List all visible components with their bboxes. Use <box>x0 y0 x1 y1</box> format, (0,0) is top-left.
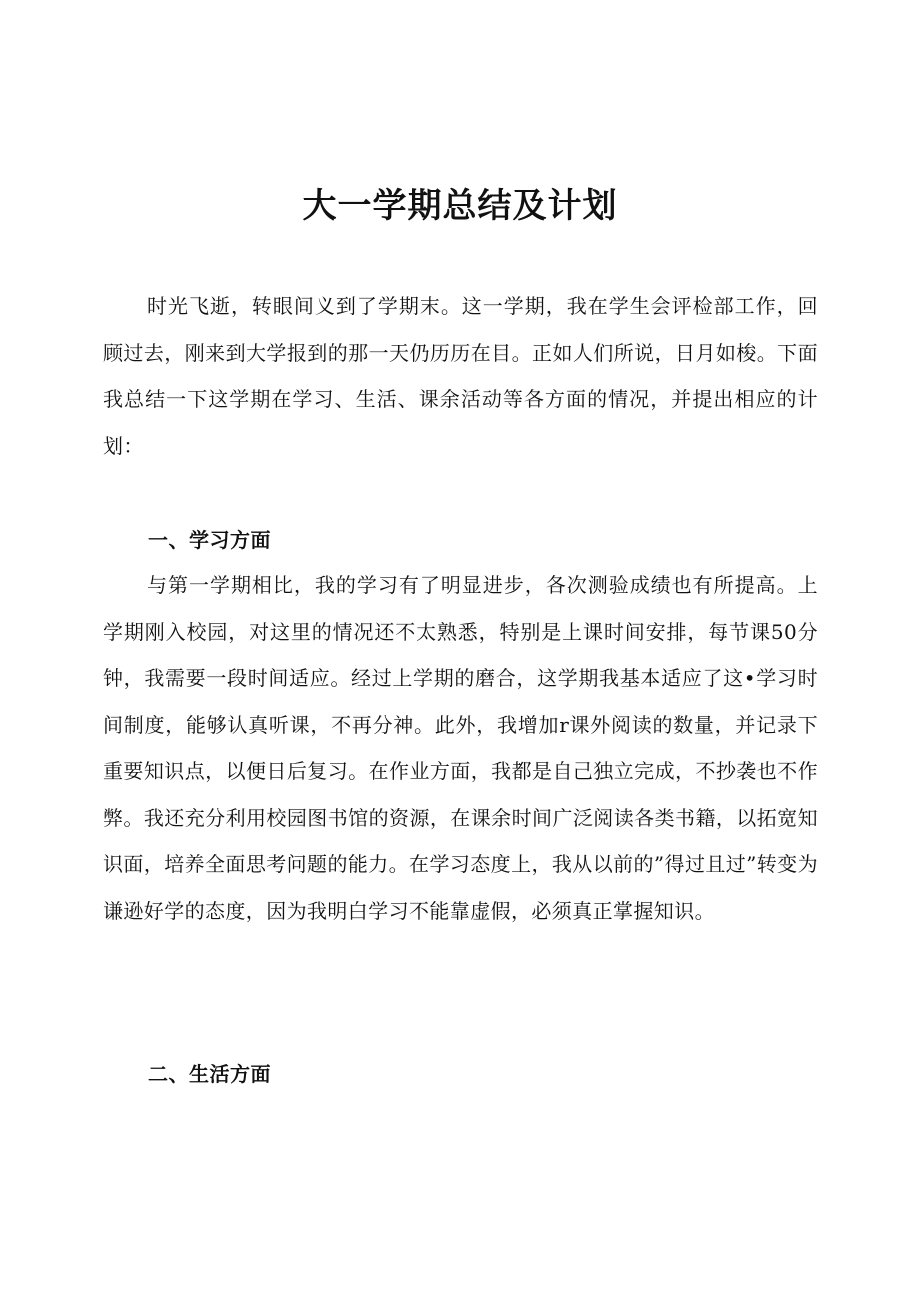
section-heading-study: 一、学习方面 <box>148 528 271 552</box>
intro-paragraph: 时光飞逝，转眼间义到了学期末。这一学期，我在学生会评检部工作，回顾过去，刚来到大学报到的那一天仍历历在目。正如人们所说，日月如梭。下面我总结一下这学期在学习、生活、课余活动等各方面的情况，并提出相应的计划： <box>103 294 818 458</box>
section-heading-life: 二、生活方面 <box>148 1062 271 1086</box>
document-title: 大一学期总结及计划 <box>302 186 618 226</box>
study-paragraph: 与第一学期相比，我的学习有了明显进步，各次测验成绩也有所提高。上学期刚入校园，对这里的情况还不太熟悉，特别是上课时间安排，每节课50分钟，我需要一段时间适应。经过上学期的磨合，这学期我基本适应了这•学习时间制度，能够认真听课，不再分神。此外，我增加r课外阅读的数量，并记录下重要知识点，以便日后复习。在作业方面，我都是自己独立完成，不抄袭也不作弊。我还充分利用校园图书馆的资源，在课余时间广泛阅读各类书籍，以拓宽知识面，培养全面思考问题的能力。在学习态度上，我从以前的”得过且过”转变为谦逊好学的态度，因为我明白学习不能靠虚假，必须真正掌握知识。 <box>103 573 818 923</box>
